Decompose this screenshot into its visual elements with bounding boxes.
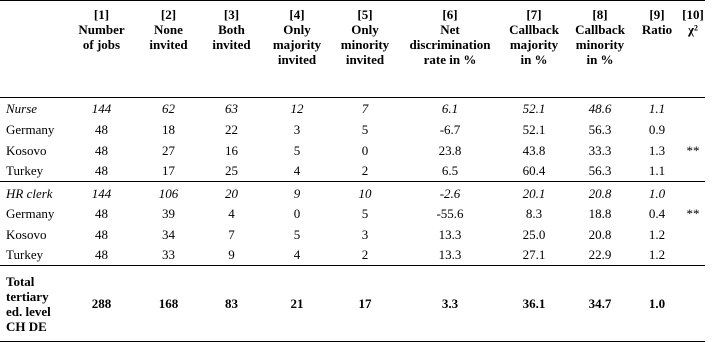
row-label: Nurse <box>6 100 38 116</box>
column-header-line: minority <box>575 37 625 52</box>
column-header-line: [9] <box>649 7 665 22</box>
table-cell: ** <box>686 205 700 221</box>
column-header-line: of jobs <box>82 37 121 52</box>
column-header <box>633 1 681 98</box>
table-cell: 43.8 <box>522 142 546 158</box>
column-header-line: majority <box>509 37 559 52</box>
table-cell: 5 <box>293 226 301 242</box>
total-label-line: tertiary <box>6 288 49 304</box>
corner-cell <box>0 1 66 98</box>
grand-total-row <box>0 266 705 342</box>
column-header-line: rate in % <box>423 52 477 67</box>
table-body <box>0 98 705 342</box>
table-cell: 10 <box>331 182 399 203</box>
table-cell: 20.1 <box>501 182 567 203</box>
column-header-line: invited <box>277 52 317 67</box>
column-header-line: in % <box>586 52 614 67</box>
table-cell: 48 <box>95 121 108 137</box>
column-header-line: Callback <box>509 22 559 37</box>
table-cell: 1.0 <box>633 266 681 342</box>
table-cell: 33 <box>162 247 175 263</box>
row-label: Kosovo <box>6 142 47 158</box>
table-cell: 9 <box>228 247 235 263</box>
table-cell: 27 <box>162 142 175 158</box>
table-cell: 5 <box>361 121 369 137</box>
group-total-row <box>0 98 705 119</box>
table-cell: 62 <box>162 100 175 116</box>
table-cell: 22 <box>225 121 238 137</box>
table-cell: 20.8 <box>588 226 612 242</box>
table-cell: 25.0 <box>522 226 546 242</box>
column-header-line: [10] <box>682 7 704 22</box>
column-header <box>331 1 399 98</box>
table-cell: -2.6 <box>399 182 501 203</box>
column-header-line: Both <box>218 22 245 37</box>
table-cell: 39 <box>162 205 175 221</box>
table-cell: 3.3 <box>399 266 501 342</box>
table-cell: 56.3 <box>588 163 612 179</box>
row-label: HR clerk <box>0 182 66 203</box>
table-cell: 0 <box>361 142 369 158</box>
table-cell: 4 <box>293 163 301 179</box>
table-cell: 21 <box>263 266 331 342</box>
column-header <box>66 1 137 98</box>
table-cell: 48 <box>95 142 108 158</box>
table-cell: 0.4 <box>648 205 666 221</box>
column-header <box>681 1 705 98</box>
table-cell: 23.8 <box>438 142 462 158</box>
table-cell: ** <box>686 142 700 158</box>
table-cell: 1.3 <box>648 142 666 158</box>
table-cell: 168 <box>137 266 200 342</box>
table-cell: 8.3 <box>525 205 543 221</box>
table-cell: 52.1 <box>522 100 546 116</box>
table-cell: 17 <box>331 266 399 342</box>
table-cell: 4 <box>228 205 235 221</box>
table-cell: 48 <box>95 163 108 179</box>
column-header <box>200 1 263 98</box>
table-cell: 1.2 <box>648 226 666 242</box>
row-label: Turkey <box>6 247 44 263</box>
row-label: Germany <box>6 205 55 221</box>
table-row <box>0 224 705 245</box>
row-label: Kosovo <box>6 226 47 242</box>
total-label-line: CH DE <box>6 318 47 334</box>
table-cell: 56.3 <box>588 121 612 137</box>
column-header-line: in % <box>520 52 548 67</box>
table-cell: 5 <box>293 142 301 158</box>
table-cell: -6.7 <box>439 121 461 137</box>
table-row <box>0 119 705 140</box>
total-label-line: Total <box>6 273 35 289</box>
column-header <box>399 1 501 98</box>
table-cell: 36.1 <box>501 266 567 342</box>
table-cell: 5 <box>361 205 369 221</box>
table-cell <box>681 161 705 182</box>
column-header-line: Callback <box>575 22 625 37</box>
table-cell: 3 <box>293 121 301 137</box>
column-header-line: [5] <box>357 7 373 22</box>
table-cell: 18 <box>162 121 175 137</box>
table-cell: 34.7 <box>567 266 633 342</box>
table-cell: 2 <box>361 247 369 263</box>
table-cell: 48 <box>95 247 108 263</box>
column-header-line: [4] <box>289 7 305 22</box>
table-cell: 25 <box>225 163 238 179</box>
column-header-line: [1] <box>93 7 110 22</box>
table-cell <box>681 182 705 203</box>
table-cell: -55.6 <box>436 205 464 221</box>
table-cell: 4 <box>293 247 301 263</box>
table-cell: 1.1 <box>648 100 666 116</box>
column-header-line: [2] <box>160 7 177 22</box>
column-header-line: Ratio <box>641 22 673 37</box>
table-cell: 0.9 <box>648 121 666 137</box>
table-cell: 20.8 <box>567 182 633 203</box>
table-cell <box>681 224 705 245</box>
column-header-line: Number <box>78 22 125 37</box>
table-cell: 3 <box>361 226 369 242</box>
table-cell: 22.9 <box>588 247 612 263</box>
column-header-line: Only <box>283 22 311 37</box>
table-cell: 13.3 <box>438 226 462 242</box>
table-cell: 144 <box>66 182 137 203</box>
column-header-line: invited <box>345 52 385 67</box>
table-row <box>0 245 705 266</box>
total-label <box>0 266 66 342</box>
table-cell: 1.2 <box>648 247 666 263</box>
table-cell: 0 <box>293 205 301 221</box>
table-cell: 17 <box>162 163 175 179</box>
table-cell: 6.5 <box>441 163 459 179</box>
row-label: Turkey <box>6 163 44 179</box>
group-total-row <box>0 182 705 203</box>
column-header <box>567 1 633 98</box>
column-header-line: [3] <box>223 7 240 22</box>
row-label: Germany <box>6 121 55 137</box>
header-row <box>0 1 705 98</box>
column-header-line: Only <box>351 22 379 37</box>
column-header <box>137 1 200 98</box>
column-header-line: [7] <box>526 7 542 22</box>
column-header-line: [8] <box>592 7 608 22</box>
table-cell: 20 <box>200 182 263 203</box>
column-header <box>263 1 331 98</box>
table-cell: 144 <box>91 100 112 116</box>
table-cell: 83 <box>200 266 263 342</box>
column-header-line: discrimination <box>409 37 491 52</box>
table-cell: 63 <box>225 100 238 116</box>
column-header <box>501 1 567 98</box>
table-cell: 52.1 <box>522 121 546 137</box>
column-header-line: χ² <box>688 22 698 37</box>
table-cell: 1.1 <box>648 163 666 179</box>
column-header-line: invited <box>149 37 188 52</box>
column-header-line: Net <box>440 22 460 37</box>
table-cell: 9 <box>263 182 331 203</box>
column-header-line: [6] <box>442 7 458 22</box>
table-cell: 48 <box>95 226 108 242</box>
table-cell: 48 <box>95 205 108 221</box>
table-row <box>0 203 705 224</box>
table-cell: 33.3 <box>588 142 612 158</box>
table-cell: 106 <box>137 182 200 203</box>
table-cell: 12 <box>290 100 304 116</box>
table-cell: 288 <box>66 266 137 342</box>
table-cell: 7 <box>361 100 369 116</box>
table-cell: 48.6 <box>588 100 612 116</box>
table-cell <box>681 119 705 140</box>
table-row <box>0 140 705 161</box>
table-row <box>0 161 705 182</box>
table-cell: 16 <box>225 142 238 158</box>
table-cell: 1.0 <box>633 182 681 203</box>
table-cell: 7 <box>228 226 235 242</box>
table-cell: 13.3 <box>438 247 462 263</box>
table-cell: 27.1 <box>522 247 546 263</box>
table-cell: 6.1 <box>441 100 459 116</box>
table-cell <box>681 266 705 342</box>
column-header-line: majority <box>272 37 322 52</box>
total-label-line: ed. level <box>6 303 51 319</box>
column-header-line: None <box>154 22 183 37</box>
table-cell: 2 <box>361 163 369 179</box>
table-cell: 18.8 <box>588 205 612 221</box>
column-header-line: minority <box>340 37 390 52</box>
table-cell: 34 <box>162 226 175 242</box>
table-cell: 60.4 <box>522 163 546 179</box>
table-cell <box>681 245 705 266</box>
column-header-line: invited <box>212 37 251 52</box>
table-cell <box>681 98 705 119</box>
